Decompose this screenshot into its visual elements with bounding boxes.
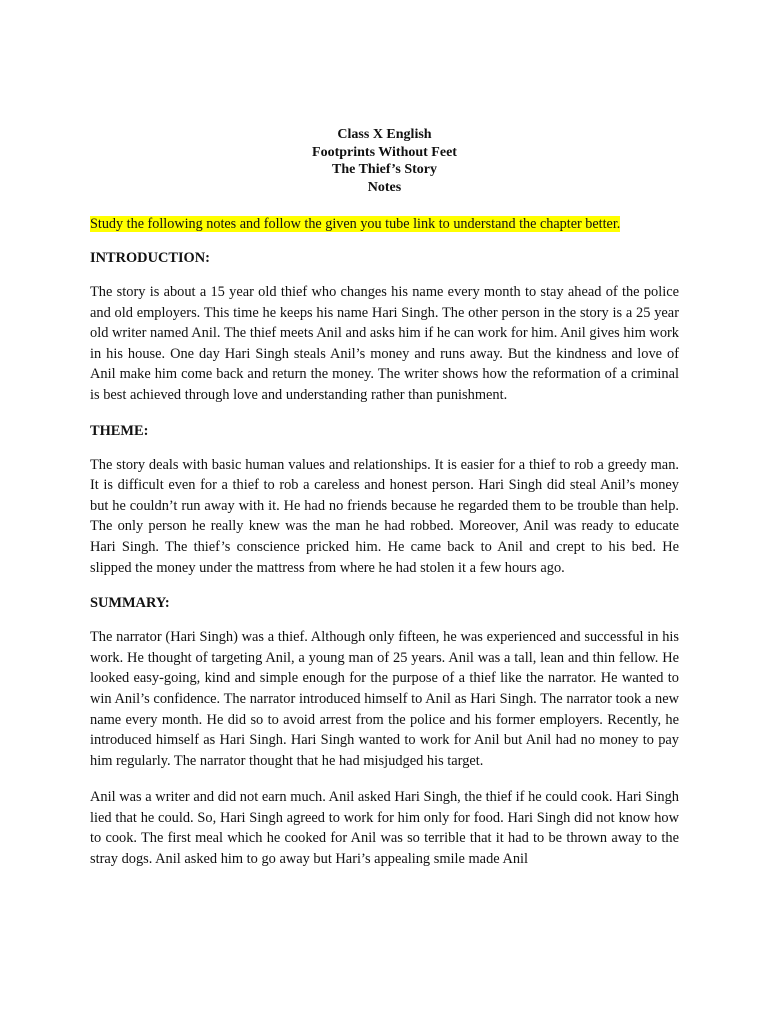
theme-paragraph: The story deals with basic human values and relationships. It is easier for a thief to rob a greedy man. It is difficult even for a thief to rob a careless and honest person. Hari Singh did steal Anil’s money but he couldn’t run away with it. He had no friends because he regarded them to be trouble than help. The only person he really knew was the man he had robbed. Moreover, Anil was ready to educate Hari Singh. The thief’s conscience pricked him. He came back to Anil and crept to his bed. He slipped the money under the mattress from where he had stolen it a few hours ago. bbox=[90, 456, 679, 576]
instruction-line bbox=[90, 216, 679, 233]
instruction-highlight: Study the following notes and follow the given you tube link to understand the chapter better. bbox=[90, 216, 621, 232]
heading-summary: SUMMARY: bbox=[90, 595, 170, 612]
title-class: Class X English bbox=[337, 127, 432, 142]
document-page bbox=[90, 126, 679, 870]
title-chapter: The Thief’s Story bbox=[332, 162, 437, 177]
introduction-paragraph: The story is about a 15 year old thief who changes his name every month to stay ahead of the police and old employers. This time he keeps his name Hari Singh. The other person in the story is a 25 year old writer named Anil. The thief meets Anil and asks him if he can work for him. Anil gives him work in his house. One day Hari Singh steals Anil’s money and runs away. But the kindness and love of Anil make him come back and return the money. The writer shows how the reformation of a criminal is best achieved through love and understanding rather than punishment. bbox=[90, 284, 679, 403]
title-book: Footprints Without Feet bbox=[312, 144, 457, 160]
heading-theme: THEME: bbox=[90, 422, 149, 439]
summary-paragraph-1: The narrator (Hari Singh) was a thief. Although only fifteen, he was experienced and successful in his work. He thought of targeting Anil, a young man of 25 years. Anil was a tall, lean and thin fellow. He looked easy-going, kind and simple enough for the purpose of a thief like the narrator. He wanted to win Anil’s confidence. The narrator introduced himself to Anil as Hari Singh. The narrator took a new name every month. He did so to avoid arrest from the police and his former employers. Recently, he introduced himself as Hari Singh. Hari Singh wanted to work for Anil but Anil had no money to pay him regularly. The narrator thought that he had misjudged his target. bbox=[90, 629, 679, 769]
heading-introduction: INTRODUCTION: bbox=[90, 250, 210, 266]
document-title-block bbox=[90, 126, 679, 196]
title-notes: Notes bbox=[367, 179, 402, 195]
summary-paragraph-2: Anil was a writer and did not earn much. Anil asked Hari Singh, the thief if he could cook. Hari Singh lied that he could. So, Hari Singh agreed to work for him only for food. Hari Singh did not know how to cook. The first meal which he cooked for Anil was so terrible that it had to be thrown away to the stray dogs. Anil asked him to go away but Hari’s appealing smile made Anil bbox=[90, 789, 679, 868]
